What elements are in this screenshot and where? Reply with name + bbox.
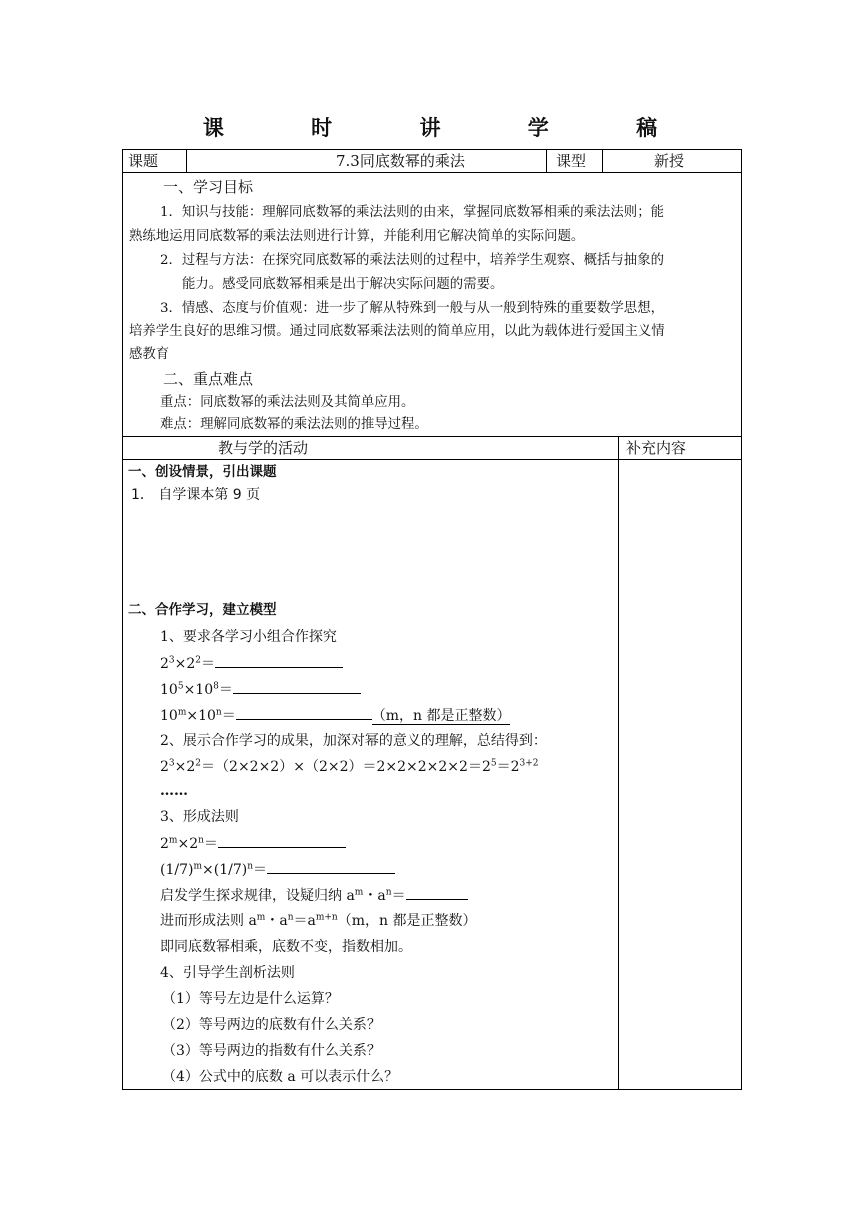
question-4: （4）公式中的底数 a 可以表示什么？ <box>162 1069 399 1085</box>
step4-text: 4、引导学生剖析法则 <box>160 965 295 981</box>
answer-blank-3[interactable] <box>236 705 372 720</box>
type-label: 课型 <box>556 152 587 170</box>
expansion-line: $2^3\times 2^2=(2\times 2\times 2)\times(2\times 2)=2\times 2\times 2\times 2\times 2=2^5=2^{3+2}$ <box>160 758 539 775</box>
section1-heading: 一、创设情景，引出课题 <box>128 464 277 480</box>
objective-3-line-2: 培养学生良好的思维习惯。通过同底数幂乘法法则的简单应用，以此为载体进行爱国主义情 <box>129 324 665 339</box>
type-value: 新授 <box>654 152 685 170</box>
answer-blank-5[interactable] <box>267 859 395 874</box>
equation-2: $10^5\times 10^8=$ <box>160 679 361 700</box>
objective-1-line-2: 熟练地运用同底数幂的乘法法则进行计算，并能利用它解决简单的实际问题。 <box>129 229 585 244</box>
objective-2-line-2: 能力。感受同底数幂相乘是出于解决实际问题的需要。 <box>182 277 504 292</box>
supplement-column-header: 补充内容 <box>626 439 687 457</box>
objectives-heading: 一、学习目标 <box>163 178 254 196</box>
header-divider-2 <box>546 149 547 172</box>
question-2: （2）等号两边的底数有什么关系？ <box>162 1017 381 1033</box>
header-divider-1 <box>186 149 187 172</box>
answer-blank-4[interactable] <box>218 833 346 848</box>
question-3: （3）等号两边的指数有什么关系？ <box>162 1043 381 1059</box>
header-divider-3 <box>602 149 603 172</box>
page-title: 课 时 讲 学 稿 <box>202 116 698 140</box>
answer-blank-1[interactable] <box>215 653 343 668</box>
rule-statement: 即同底数幂相乘，底数不变，指数相加。 <box>160 939 412 955</box>
rule-line: 进而形成法则 $a^m$・$a^n=a^{m+n}(m$，n 都是正整数） <box>160 912 477 929</box>
induce-line: 启发学生探求规律，设疑归纳 $a^m$・$a^n=$ <box>160 885 468 906</box>
answer-blank-6[interactable] <box>406 885 468 900</box>
equation-5: $(1/7)^m\times(1/7)^n=$ <box>160 859 395 880</box>
objective-2-line-1: 2．过程与方法：在探究同底数幂的乘法法则的过程中，培养学生观察、概括与抽象的 <box>160 253 664 268</box>
section2-heading: 二、合作学习，建立模型 <box>128 602 277 618</box>
topic-label: 课题 <box>128 152 159 170</box>
step1-text: 1、要求各学习小组合作探究 <box>160 629 337 645</box>
difficulty-point: 难点：理解同底数幂的乘法法则的推导过程。 <box>160 417 428 432</box>
supplement-column-divider <box>618 436 619 1090</box>
objective-1-line-1: 1．知识与技能：理解同底数幂的乘法法则的由来，掌握同底数幂相乘的乘法法则；能 <box>160 205 664 220</box>
activity-column-header: 教与学的活动 <box>218 439 309 457</box>
question-1: （1）等号左边是什么运算？ <box>162 991 339 1007</box>
topic-value: 7.3同底数幂的乘法 <box>336 152 465 170</box>
step2-text: 2、展示合作学习的成果，加深对幂的意义的理解，总结得到： <box>160 733 547 749</box>
key-points-heading: 二、重点难点 <box>163 370 254 388</box>
section1-item: 1． 自学课本第 9 页 <box>131 487 261 503</box>
objective-3-line-3: 感教育 <box>129 347 170 362</box>
column-header-divider <box>122 459 742 460</box>
header-row-divider <box>122 172 742 173</box>
ellipsis: …… <box>160 783 188 799</box>
equation-1: $2^3\times 2^2=$ <box>160 653 343 674</box>
answer-blank-2[interactable] <box>233 679 361 694</box>
equation-3: $10^m\times 10^n= (m$，n 都是正整数） <box>160 705 510 726</box>
objective-3-line-1: 3．情感、态度与价值观：进一步了解从特殊到一般与从一般到特殊的重要数学思想， <box>160 301 664 316</box>
step3-text: 3、形成法则 <box>160 809 239 825</box>
equation-4: $2^m\times 2^n=$ <box>160 833 346 854</box>
key-point: 重点：同底数幂的乘法法则及其简单应用。 <box>160 395 415 410</box>
